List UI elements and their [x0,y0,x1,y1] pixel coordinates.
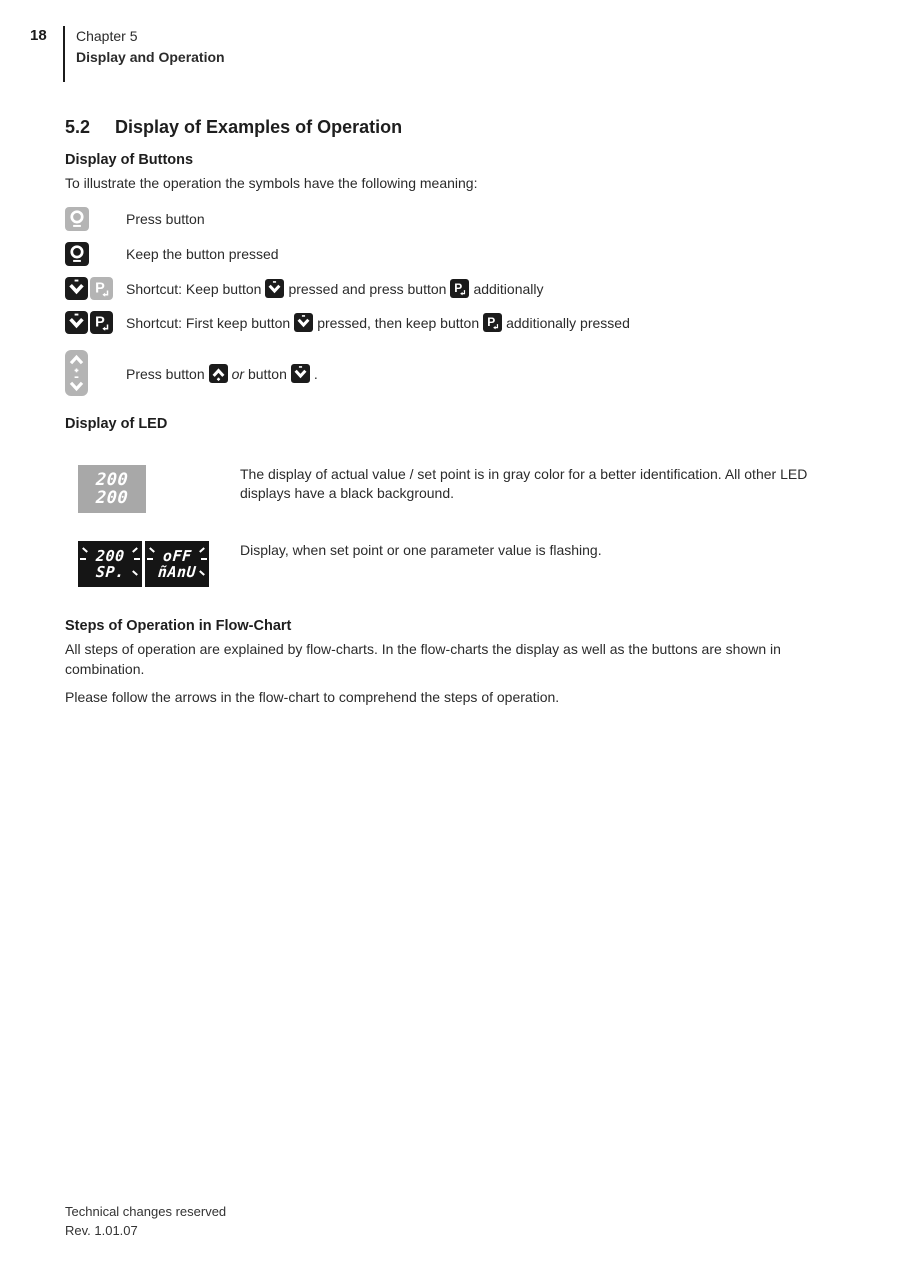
legend-text-or: or [231,365,245,382]
p-button-gray-icon [90,277,113,300]
flash-mark-icon [149,547,155,553]
legend-text-segment: Press button [126,365,205,382]
led-text: Display, when set point or one parameter value is flashing. [240,542,602,558]
legend-row [65,242,847,266]
flash-mark-icon [199,547,205,553]
flash-mark-icon [80,558,86,560]
flash-mark-icon [134,558,140,560]
flash-mark-icon [199,570,205,576]
down-arrow-button-icon [294,313,313,332]
legend-text: Press button [126,211,205,227]
footer-note: Technical changes reserved [65,1204,227,1219]
led-display-black-flashing [78,541,142,587]
led-icon-cell [65,465,240,513]
led-line: oFF [162,546,192,565]
legend-text-segment: pressed and press button [288,281,447,297]
p-button-icon [450,279,469,298]
led-legend [65,465,847,587]
legend-row [65,350,847,396]
page-footer [65,1203,226,1241]
up-arrow-button-icon [209,364,228,383]
buttons-intro: To illustrate the operation the symbols have the following meaning: [65,175,478,191]
down-arrow-button-icon [65,277,88,300]
led-line: 200 [95,546,125,565]
flash-mark-icon [147,558,153,560]
chapter-block [76,26,225,82]
footer-revision: Rev. 1.01.07 [65,1222,138,1238]
chapter-label: Chapter 5 [76,28,138,44]
down-arrow-button-icon [65,311,88,334]
page-header [30,26,225,82]
legend-text [126,313,630,332]
flash-mark-icon [82,547,88,553]
buttons-heading: Display of Buttons [65,152,194,168]
led-row [65,465,847,513]
led-row [65,541,847,587]
legend-text: Keep the button pressed [126,246,279,262]
section-title-text: Display of Examples of Operation [115,117,403,137]
flow-paragraph: Please follow the arrows in the flow-chart to comprehend the steps of operation. [65,689,560,706]
legend-text-segment: . [313,365,318,382]
header-divider [63,26,65,82]
section-heading [65,117,847,138]
flash-mark-icon [201,558,207,560]
flow-section [65,618,847,708]
led-display-black-flashing [145,541,209,587]
led-display-gray [78,465,146,513]
legend-icon-cell [65,207,126,231]
led-heading: Display of LED [65,416,168,432]
legend-text [126,279,544,298]
legend-icon-cell [65,277,126,300]
p-button-black-icon [90,311,113,334]
legend-text-segment: pressed, then keep button [317,315,480,331]
legend-text-segment: Shortcut: Keep button [126,281,262,297]
led-line: 200 [95,469,129,490]
esc-button-gray-icon [65,207,89,231]
legend-text [126,364,318,383]
legend-icon-cell [65,311,126,334]
legend-text-segment: additionally pressed [506,315,630,331]
legend-row [65,277,847,300]
legend-text-segment: Shortcut: First keep button [126,315,291,331]
button-legend [65,207,847,396]
legend-row [65,207,847,231]
legend-icon-cell [65,242,126,266]
led-line: SP. [95,563,125,581]
down-arrow-button-icon [265,279,284,298]
led-line: 200 [95,488,129,508]
led-line: ñAnU [157,563,197,581]
legend-row [65,311,847,334]
flash-mark-icon [132,547,138,553]
p-button-icon [483,313,502,332]
page-content [65,117,847,708]
legend-text-segment: button [247,365,287,382]
legend-icon-cell [65,350,126,396]
page-number: 18 [30,27,47,44]
up-down-rocker-icon [65,350,88,396]
flash-mark-icon [132,570,138,576]
led-text: The display of actual value / set point is in gray color for a better identification. All other LED displays have a black background. [240,466,808,502]
legend-text-segment: additionally [473,281,544,297]
esc-button-black-icon [65,242,89,266]
chapter-title: Display and Operation [76,49,225,65]
flow-paragraph: All steps of operation are explained by flow-charts. In the flow-charts the display as well as the buttons are shown in combination. [65,641,781,677]
down-arrow-button-icon [291,364,310,383]
led-icon-cell [65,541,240,587]
section-number: 5.2 [65,117,91,137]
flow-heading: Steps of Operation in Flow-Chart [65,618,292,634]
